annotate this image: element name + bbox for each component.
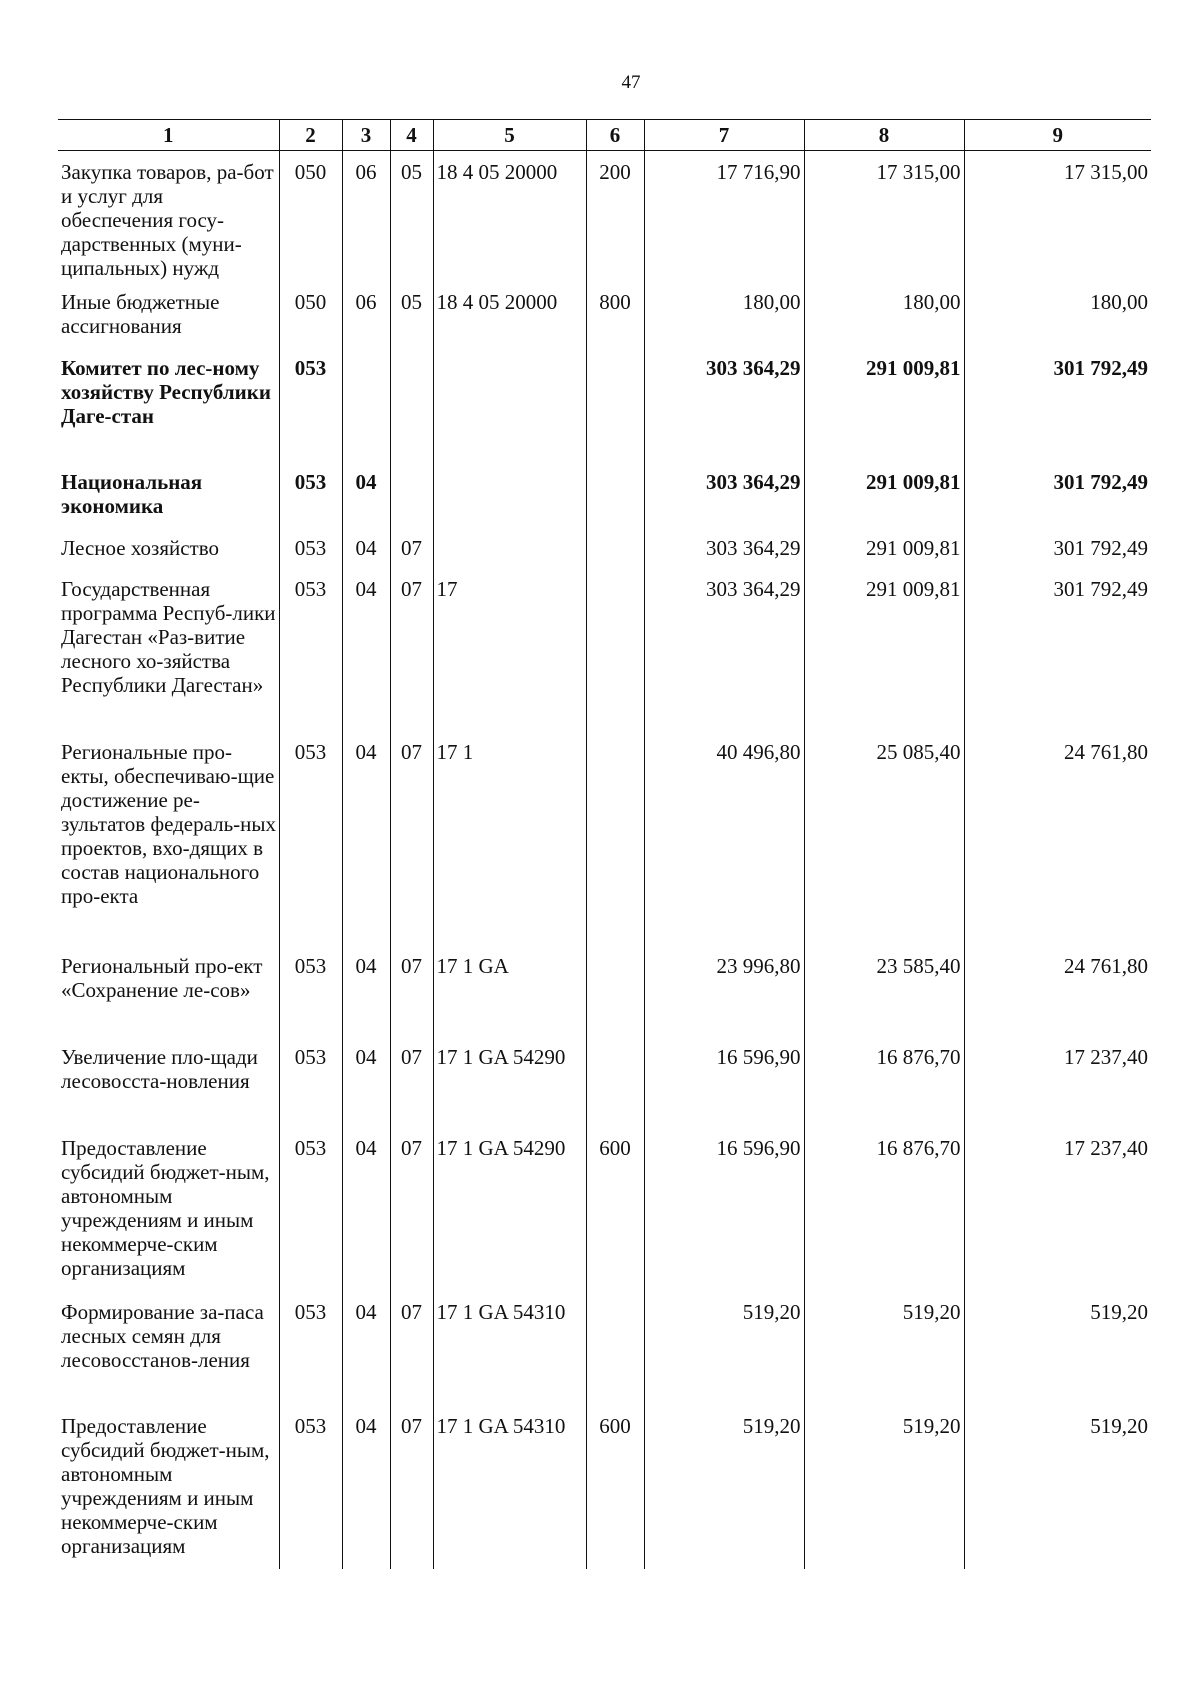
cell-code-6: 600 bbox=[586, 1127, 644, 1291]
row-name: Региональные про-екты, обеспечиваю-щие достижение ре-зультатов федераль-ных проектов, вхо-дящих в состав национального про-екта bbox=[61, 739, 277, 908]
cell-code-6 bbox=[586, 1036, 644, 1127]
cell-value-8: 16 876,70 bbox=[804, 1036, 964, 1127]
cell-code-5: 17 1 GA bbox=[433, 945, 586, 1036]
table-row bbox=[58, 1127, 1151, 1291]
row-name: Предоставление субсидий бюджет-ным, автономным учреждениям и иным некоммерче-ским организациям bbox=[61, 1135, 270, 1280]
cell-value-8: 16 876,70 bbox=[804, 1127, 964, 1291]
cell-value-9: 301 792,49 bbox=[964, 347, 1151, 461]
cell-value-7: 519,20 bbox=[644, 1291, 804, 1405]
cell-code-6: 800 bbox=[586, 281, 644, 347]
cell-code-4 bbox=[390, 461, 433, 527]
cell-code-6 bbox=[586, 568, 644, 731]
row-name: Лесное хозяйство bbox=[61, 535, 219, 560]
cell-code-4: 07 bbox=[390, 568, 433, 731]
cell-value-7: 17 716,90 bbox=[644, 151, 804, 281]
cell-code-5: 18 4 05 20000 bbox=[433, 281, 586, 347]
cell-code-3: 06 bbox=[342, 281, 390, 347]
cell-value-8: 291 009,81 bbox=[804, 568, 964, 731]
row-name: Увеличение пло-щади лесовосста-новления bbox=[61, 1044, 258, 1093]
cell-code-5: 17 1 GA 54290 bbox=[433, 1036, 586, 1127]
cell-code-2: 053 bbox=[279, 347, 342, 461]
cell-code-2: 053 bbox=[279, 945, 342, 1036]
cell-code-6: 200 bbox=[586, 151, 644, 281]
cell-value-8: 519,20 bbox=[804, 1291, 964, 1405]
cell-value-9: 301 792,49 bbox=[964, 461, 1151, 527]
row-name: Предоставление субсидий бюджет-ным, автономным учреждениям и иным некоммерче-ским организациям bbox=[61, 1413, 270, 1558]
cell-code-3: 04 bbox=[342, 461, 390, 527]
cell-code-6 bbox=[586, 527, 644, 568]
cell-value-8: 519,20 bbox=[804, 1405, 964, 1569]
column-header: 6 bbox=[586, 120, 644, 151]
column-header: 1 bbox=[58, 120, 279, 151]
cell-value-9: 17 237,40 bbox=[964, 1127, 1151, 1291]
table-row bbox=[58, 151, 1151, 281]
cell-code-5: 17 1 GA 54290 bbox=[433, 1127, 586, 1291]
cell-value-7: 16 596,90 bbox=[644, 1036, 804, 1127]
cell-value-8: 25 085,40 bbox=[804, 731, 964, 945]
cell-value-7: 40 496,80 bbox=[644, 731, 804, 945]
cell-code-5: 17 1 bbox=[433, 731, 586, 945]
cell-code-6 bbox=[586, 945, 644, 1036]
cell-code-5: 17 1 GA 54310 bbox=[433, 1291, 586, 1405]
cell-code-2: 050 bbox=[279, 281, 342, 347]
cell-code-6 bbox=[586, 461, 644, 527]
table-row bbox=[58, 347, 1151, 461]
cell-code-5 bbox=[433, 527, 586, 568]
cell-value-9: 24 761,80 bbox=[964, 731, 1151, 945]
cell-code-6: 600 bbox=[586, 1405, 644, 1569]
cell-value-9: 301 792,49 bbox=[964, 568, 1151, 731]
cell-code-4: 07 bbox=[390, 731, 433, 945]
cell-code-2: 053 bbox=[279, 568, 342, 731]
cell-code-3: 04 bbox=[342, 1291, 390, 1405]
cell-code-5: 18 4 05 20000 bbox=[433, 151, 586, 281]
cell-value-7: 180,00 bbox=[644, 281, 804, 347]
cell-code-6 bbox=[586, 731, 644, 945]
page-number: 47 bbox=[621, 72, 641, 93]
cell-code-4: 07 bbox=[390, 1127, 433, 1291]
column-header: 9 bbox=[964, 120, 1151, 151]
cell-code-4: 05 bbox=[390, 151, 433, 281]
row-name: Государственная программа Респуб-лики Дагестан «Раз-витие лесного хо-зяйства Республики Дагестан» bbox=[61, 576, 276, 697]
column-header: 5 bbox=[433, 120, 586, 151]
cell-value-7: 16 596,90 bbox=[644, 1127, 804, 1291]
cell-code-2: 050 bbox=[279, 151, 342, 281]
cell-code-5: 17 bbox=[433, 568, 586, 731]
table-row bbox=[58, 568, 1151, 731]
table-row bbox=[58, 461, 1151, 527]
cell-value-9: 519,20 bbox=[964, 1405, 1151, 1569]
cell-code-5 bbox=[433, 347, 586, 461]
cell-value-7: 303 364,29 bbox=[644, 568, 804, 731]
cell-value-9: 24 761,80 bbox=[964, 945, 1151, 1036]
row-name: Закупка товаров, ра-бот и услуг для обеспечения госу-дарственных (муни-ципальных) нужд bbox=[61, 160, 274, 280]
row-name: Формирование за-паса лесных семян для лесовосстанов-ления bbox=[61, 1299, 264, 1372]
cell-code-5 bbox=[433, 461, 586, 527]
cell-code-4: 05 bbox=[390, 281, 433, 347]
cell-value-7: 303 364,29 bbox=[644, 461, 804, 527]
cell-code-4: 07 bbox=[390, 1291, 433, 1405]
cell-code-3: 04 bbox=[342, 527, 390, 568]
cell-value-7: 303 364,29 bbox=[644, 527, 804, 568]
cell-value-7: 519,20 bbox=[644, 1405, 804, 1569]
cell-code-3: 04 bbox=[342, 1127, 390, 1291]
cell-value-7: 303 364,29 bbox=[644, 347, 804, 461]
cell-value-9: 180,00 bbox=[964, 281, 1151, 347]
column-header: 7 bbox=[644, 120, 804, 151]
cell-value-8: 23 585,40 bbox=[804, 945, 964, 1036]
column-header: 8 bbox=[804, 120, 964, 151]
cell-code-6 bbox=[586, 1291, 644, 1405]
column-header: 2 bbox=[279, 120, 342, 151]
cell-code-3 bbox=[342, 347, 390, 461]
cell-code-2: 053 bbox=[279, 1036, 342, 1127]
table-row bbox=[58, 1291, 1151, 1405]
cell-value-8: 17 315,00 bbox=[804, 151, 964, 281]
cell-value-9: 519,20 bbox=[964, 1291, 1151, 1405]
cell-code-3: 04 bbox=[342, 731, 390, 945]
cell-code-4: 07 bbox=[390, 1405, 433, 1569]
column-header: 4 bbox=[390, 120, 433, 151]
cell-code-5: 17 1 GA 54310 bbox=[433, 1405, 586, 1569]
table-row bbox=[58, 281, 1151, 347]
cell-value-8: 291 009,81 bbox=[804, 461, 964, 527]
table-row bbox=[58, 527, 1151, 568]
cell-code-2: 053 bbox=[279, 1127, 342, 1291]
cell-code-6 bbox=[586, 347, 644, 461]
cell-code-2: 053 bbox=[279, 527, 342, 568]
cell-value-9: 17 315,00 bbox=[964, 151, 1151, 281]
cell-code-2: 053 bbox=[279, 1291, 342, 1405]
header-row bbox=[58, 120, 1151, 151]
cell-value-9: 17 237,40 bbox=[964, 1036, 1151, 1127]
cell-code-4 bbox=[390, 347, 433, 461]
table-row bbox=[58, 945, 1151, 1036]
cell-value-8: 291 009,81 bbox=[804, 347, 964, 461]
table-row bbox=[58, 731, 1151, 945]
table-row bbox=[58, 1036, 1151, 1127]
column-header: 3 bbox=[342, 120, 390, 151]
row-name: Комитет по лес-ному хозяйству Республики Даге-стан bbox=[61, 355, 271, 428]
cell-code-4: 07 bbox=[390, 945, 433, 1036]
cell-value-9: 301 792,49 bbox=[964, 527, 1151, 568]
cell-code-2: 053 bbox=[279, 731, 342, 945]
cell-code-3: 04 bbox=[342, 1036, 390, 1127]
budget-table bbox=[58, 119, 1151, 1569]
cell-value-7: 23 996,80 bbox=[644, 945, 804, 1036]
cell-code-2: 053 bbox=[279, 461, 342, 527]
row-name: Региональный про-ект «Сохранение ле-сов» bbox=[61, 953, 263, 1002]
cell-value-8: 180,00 bbox=[804, 281, 964, 347]
cell-code-3: 04 bbox=[342, 1405, 390, 1569]
cell-value-8: 291 009,81 bbox=[804, 527, 964, 568]
cell-code-3: 06 bbox=[342, 151, 390, 281]
row-name: Иные бюджетные ассигнования bbox=[61, 289, 220, 338]
cell-code-3: 04 bbox=[342, 945, 390, 1036]
table-row bbox=[58, 1405, 1151, 1569]
cell-code-4: 07 bbox=[390, 527, 433, 568]
cell-code-2: 053 bbox=[279, 1405, 342, 1569]
cell-code-4: 07 bbox=[390, 1036, 433, 1127]
row-name: Национальная экономика bbox=[61, 469, 203, 518]
cell-code-3: 04 bbox=[342, 568, 390, 731]
